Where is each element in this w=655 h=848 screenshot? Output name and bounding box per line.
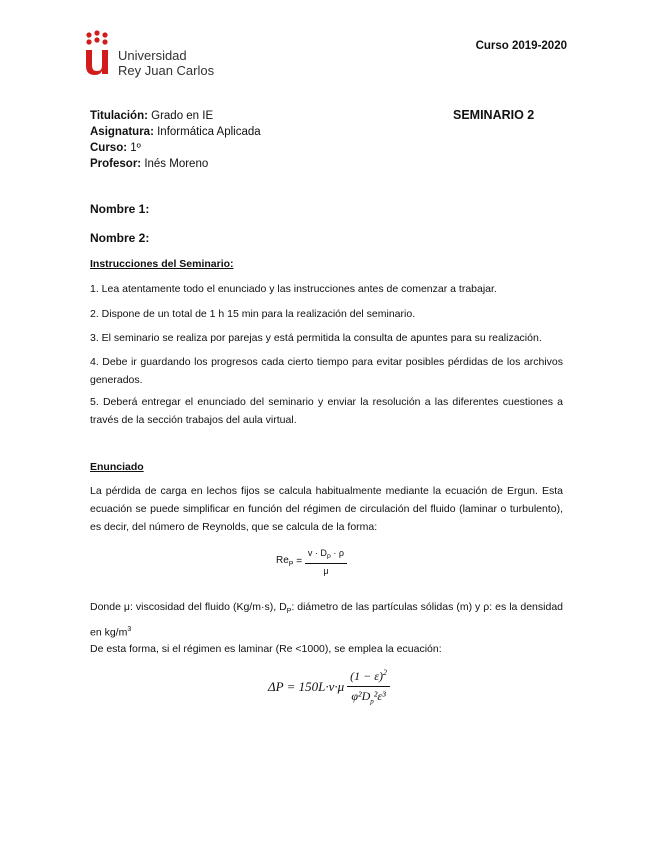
formula2-fraction: $\frac{(1 - \varepsilon)^2}{\varphi^2D_p^2\varepsilon^3}$: [347, 668, 390, 705]
logo-line1: Universidad: [118, 48, 187, 63]
course-meta: [90, 108, 261, 172]
meta-subject: Asignatura: Informática Aplicada: [90, 126, 261, 138]
formula1-fraction: $\frac{v \cdot D_P \cdot \rho}{\mu}$: [305, 548, 347, 576]
ergun-laminar-formula: [268, 668, 390, 705]
course-year: Curso 2019-2020: [475, 40, 567, 52]
statement-paragraph-3: De esta forma, si el régimen es laminar (Re <1000), se emplea la ecuación:: [90, 643, 442, 655]
meta-degree: Titulación: Grado en IE: [90, 110, 214, 122]
instructions-title: Instrucciones del Seminario:: [90, 258, 234, 270]
formula1-equals: =: [293, 556, 305, 568]
instruction-2: 2. Dispone de un total de 1 h 15 min para la realización del seminario.: [90, 308, 416, 320]
meta-professor: Profesor: Inés Moreno: [90, 158, 209, 170]
statement-paragraph-1: La pérdida de carga en lechos fijos se calcula habitualmente mediante la ecuación de Ergun. Esta ecuación se puede simplificar en función del régimen de circulación del fluido (laminar o turbulento), es decir, del número de Reynolds, que se calcula de la forma:: [90, 485, 563, 533]
university-logo: [84, 30, 214, 80]
formula1-lhs: $Re_P$: [276, 555, 294, 569]
seminar-title: SEMINARIO 2: [453, 108, 535, 122]
reynolds-formula: [276, 548, 347, 576]
formula2-lhs: ΔP = 150L·v·μ: [268, 678, 345, 694]
instruction-5: 5. Deberá entregar el enunciado del seminario y enviar la resolución a las diferentes cuestiones a través de la sección trabajos del aula virtual.: [90, 396, 563, 426]
logo-emblem-icon: [84, 30, 110, 78]
instruction-1: 1. Lea atentamente todo el enunciado y las instrucciones antes de comenzar a trabajar.: [90, 283, 497, 295]
statement-paragraph-2: Donde μ: viscosidad del fluido (Kg/m·s), $D_P$: diámetro de las partículas sólidas (m) y ρ: es la densidad en $kg/m^3$: [90, 601, 563, 639]
instruction-4: 4. Debe ir guardando los progresos cada cierto tiempo para evitar posibles pérdidas de los archivos generados.: [90, 356, 563, 386]
meta-course: Curso: 1º: [90, 142, 141, 154]
name-1-label: Nombre 1:: [90, 202, 150, 216]
statement-title: Enunciado: [90, 461, 144, 473]
logo-line2: Rey Juan Carlos: [118, 63, 215, 78]
instruction-3: 3. El seminario se realiza por parejas y está permitida la consulta de apuntes para su realización.: [90, 332, 542, 344]
name-2-label: Nombre 2:: [90, 231, 150, 245]
